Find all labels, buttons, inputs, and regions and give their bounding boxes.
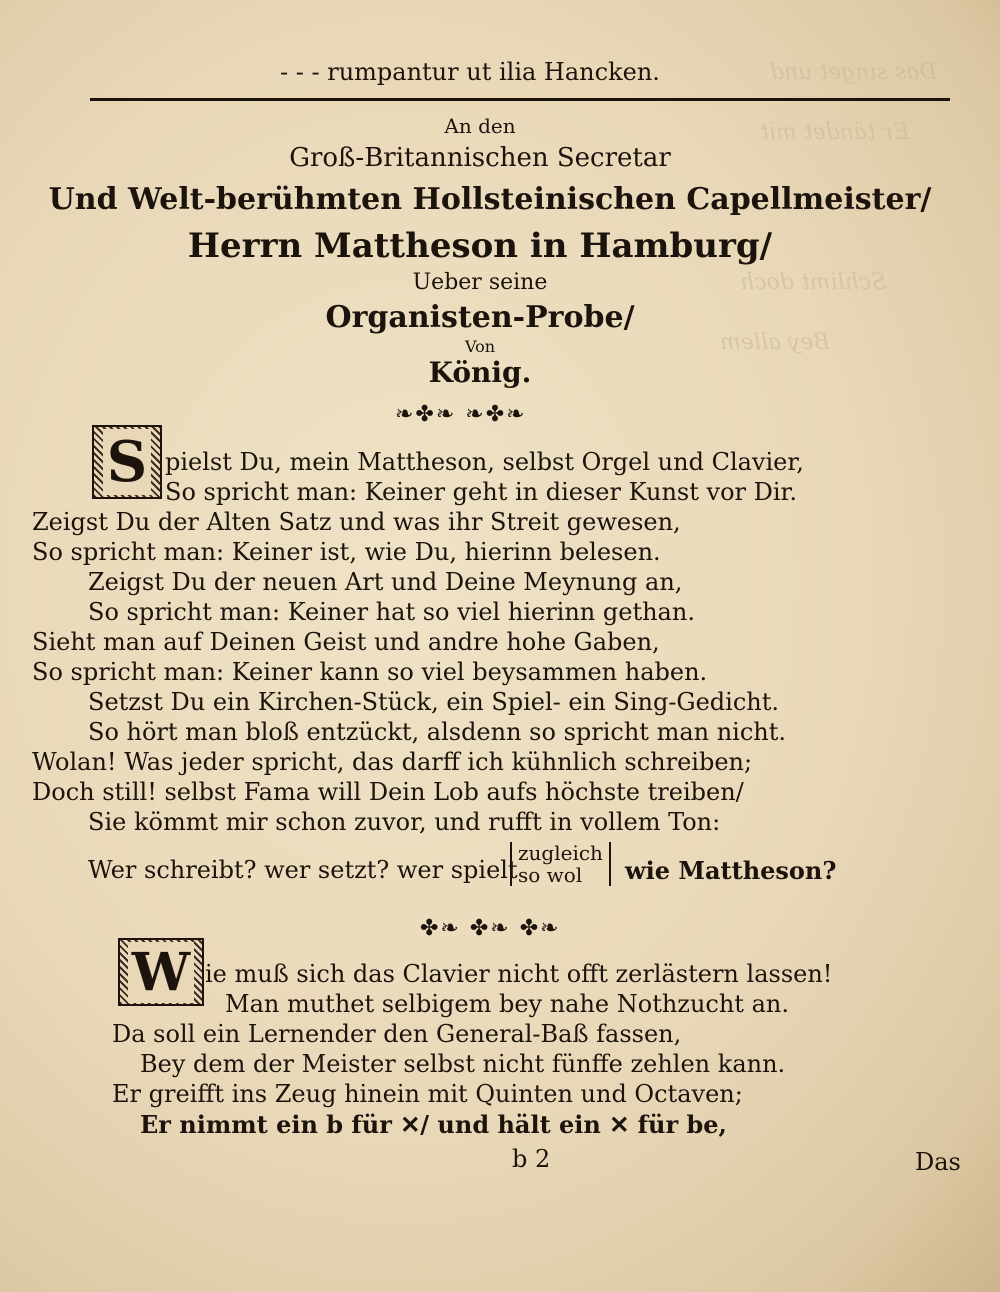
title-line-6: Organisten-Probe/ xyxy=(325,300,635,335)
poem2-line: Bey dem der Meister selbst nicht fünffe zehlen kann. xyxy=(140,1050,786,1078)
title-line-4: Herrn Mattheson in Hamburg/ xyxy=(187,226,773,266)
dropcap-s: S xyxy=(92,425,162,499)
poem1-line: So spricht man: Keiner ist, wie Du, hierinn belesen. xyxy=(32,538,661,566)
brace-group xyxy=(510,842,611,886)
title-line-5: Ueber seine xyxy=(412,270,548,295)
poem2-line: Da soll ein Lernender den General-Baß fassen, xyxy=(112,1020,682,1048)
bleed-through: Schlimt doch xyxy=(740,270,887,295)
poem1-final-prefix: Wer schreibt? wer setzt? wer spielt xyxy=(88,856,518,884)
brace-top: zugleich xyxy=(518,841,603,865)
poem2-line: ie muß sich das Clavier nicht offt zerlästern lassen! xyxy=(205,960,833,988)
ornament-divider-1: ❧✤❧ ❧✤❧ xyxy=(395,402,527,427)
poem2-line: Man muthet selbigem bey nahe Nothzucht an. xyxy=(225,990,789,1018)
poem1-line: Sieht man auf Deinen Geist und andre hohe Gaben, xyxy=(32,628,660,656)
ornament-divider-2: ✤❧ ✤❧ ✤❧ xyxy=(420,916,561,941)
poem1-line: Zeigst Du der neuen Art und Deine Meynung an, xyxy=(88,568,683,596)
poem2-line: Er greifft ins Zeug hinein mit Quinten und Octaven; xyxy=(112,1080,743,1108)
poem1-line: Sie kömmt mir schon zuvor, und rufft in vollem Ton: xyxy=(88,808,721,836)
poem1-line: pielst Du, mein Mattheson, selbst Orgel und Clavier, xyxy=(165,448,804,476)
poem1-line: So spricht man: Keiner kann so viel beysammen haben. xyxy=(32,658,708,686)
bleed-through: Er tändet mit xyxy=(760,120,910,145)
title-line-7: Von xyxy=(464,337,496,356)
signature-mark: b 2 xyxy=(512,1145,551,1173)
catchword: Das xyxy=(915,1148,961,1176)
poem1-line: So hört man bloß entzückt, alsdenn so spricht man nicht. xyxy=(88,718,787,746)
poem1-line: Setzst Du ein Kirchen-Stück, ein Spiel- ein Sing-Gedicht. xyxy=(88,688,780,716)
poem2-line: Er nimmt ein b für ✕/ und hält ein ✕ für be, xyxy=(140,1110,727,1139)
title-line-2: Groß-Britannischen Secretar xyxy=(289,143,671,173)
poem1-line: So spricht man: Keiner hat so viel hierinn gethan. xyxy=(88,598,695,626)
title-line-1: An den xyxy=(444,114,516,138)
title-line-3: Und Welt-berühmten Hollsteinischen Capellmeister/ xyxy=(48,182,932,217)
poem1-final-suffix: wie Mattheson? xyxy=(625,856,837,885)
poem1-line: Doch still! selbst Fama will Dein Lob aufs höchste treiben/ xyxy=(32,778,744,806)
bleed-through: Bey allem xyxy=(720,330,830,355)
header-rule xyxy=(90,98,950,101)
poem1-line: Wolan! Was jeder spricht, das darff ich kühnlich schreiben; xyxy=(32,748,753,776)
poem1-line: So spricht man: Keiner geht in dieser Kunst vor Dir. xyxy=(165,478,798,506)
dropcap-w: W xyxy=(118,938,204,1006)
poem1-line: Zeigst Du der Alten Satz und was ihr Streit gewesen, xyxy=(32,508,681,536)
bleed-through: Das singet und xyxy=(770,60,937,85)
author-name: König. xyxy=(428,356,532,389)
running-title: - - - rumpantur ut ilia Hancken. xyxy=(280,58,660,86)
brace-bottom: so wol xyxy=(518,863,583,887)
